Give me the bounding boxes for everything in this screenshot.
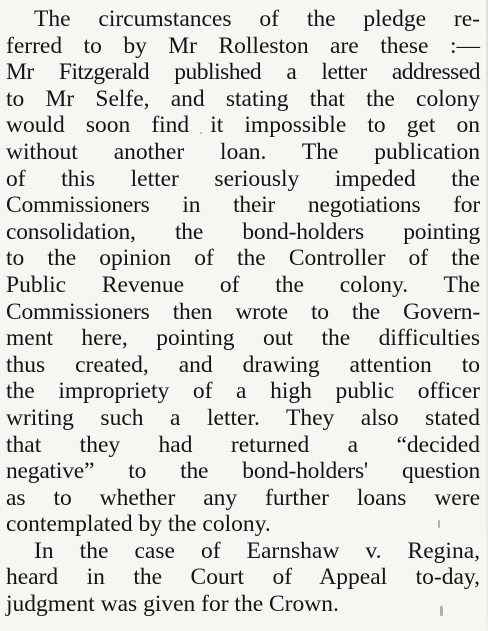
text-line: of this letter seriously impeded the xyxy=(6,165,480,192)
text-line: ferred to by Mr Rolleston are these :— xyxy=(6,32,480,59)
text-line: without another loan. The publication xyxy=(6,138,480,165)
article-body xyxy=(6,6,480,618)
ink-speck xyxy=(200,132,202,134)
text-line: Commissioners in their negotiations for xyxy=(6,192,480,219)
text-line: judgment was given for the Crown. xyxy=(6,591,339,618)
text-line: the impropriety of a high public officer xyxy=(6,378,480,405)
text-line: that they had returned a “decided xyxy=(6,431,480,458)
text-line: consolidation, the bond-holders pointing xyxy=(6,218,480,245)
text-line: as to whether any further loans were xyxy=(6,484,480,511)
text-line: ment here, pointing out the difficulties xyxy=(6,325,480,352)
text-line: Commissioners then wrote to the Govern- xyxy=(6,298,480,325)
text-line: Public Revenue of the colony. The xyxy=(6,271,480,298)
ink-speck xyxy=(438,520,440,528)
text-line: contemplated by the colony. xyxy=(6,511,271,538)
paragraph-pledge xyxy=(6,6,480,538)
text-line: thus created, and drawing attention to xyxy=(6,351,480,378)
text-line: would soon find it impossible to get on xyxy=(6,112,480,139)
text-line: to Mr Selfe, and stating that the colony xyxy=(6,85,480,112)
ink-speck xyxy=(440,606,443,616)
ink-speck xyxy=(464,388,467,391)
paragraph-earnshaw xyxy=(6,538,480,618)
text-line: heard in the Court of Appeal to-day, xyxy=(6,564,480,591)
text-line: writing such a letter. They also stated xyxy=(6,404,480,431)
text-line: negative” to the bond-holders' question xyxy=(6,458,480,485)
text-line: The circumstances of the pledge re- xyxy=(34,6,480,32)
text-line: In the case of Earnshaw v. Regina, xyxy=(34,537,480,564)
text-line: to the opinion of the Controller of the xyxy=(6,245,480,272)
text-line: Mr Fitzgerald published a letter addressed xyxy=(6,59,480,86)
